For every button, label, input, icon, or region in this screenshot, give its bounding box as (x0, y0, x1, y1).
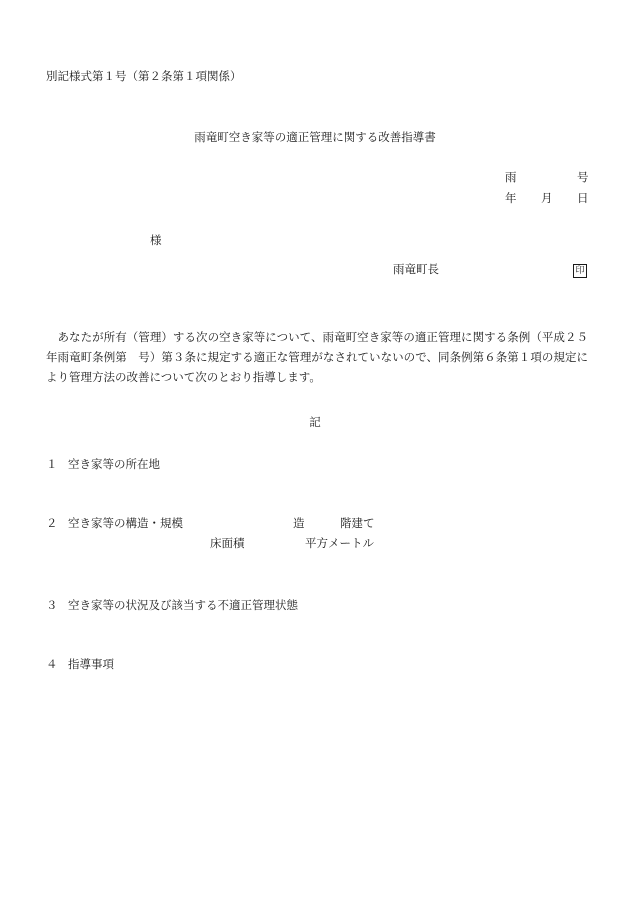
item-2-stories: 階建て (340, 516, 375, 530)
date-month: 月 (541, 191, 553, 205)
item-4 (46, 657, 114, 671)
doc-number-prefix: 雨 (505, 170, 517, 184)
issuer-seal (573, 262, 587, 278)
item-4-label: 指導事項 (68, 657, 114, 671)
item-2-structure: 造 (293, 516, 305, 530)
item-2-number: ２ (46, 516, 58, 530)
body-paragraph (46, 327, 588, 387)
form-reference: 別記様式第１号（第２条第１項関係） (46, 69, 242, 83)
item-4-number: ４ (46, 657, 58, 671)
item-2-floor-area-unit: 平方メートル (305, 536, 374, 550)
item-1-number: １ (46, 457, 58, 471)
item-2-label: 空き家等の構造・規模 (68, 516, 183, 530)
item-3-number: ３ (46, 598, 58, 612)
item-3-label: 空き家等の状況及び該当する不適正管理状態 (68, 598, 298, 612)
item-3 (46, 598, 298, 612)
item-1 (46, 457, 160, 471)
doc-number-suffix: 号 (577, 170, 589, 184)
document-title: 雨竜町空き家等の適正管理に関する改善指導書 (194, 130, 436, 144)
ki-heading: 記 (309, 415, 321, 429)
issuer-name: 雨竜町長 (393, 262, 439, 276)
date-year: 年 (505, 191, 517, 205)
addressee-suffix: 様 (150, 233, 162, 247)
seal-icon: 印 (573, 264, 587, 278)
item-2 (46, 516, 183, 530)
date-day: 日 (577, 191, 589, 205)
item-2-floor-area-label: 床面積 (210, 536, 245, 550)
item-1-label: 空き家等の所在地 (68, 457, 160, 471)
body-paragraph-text: あなたが所有（管理）する次の空き家等について、雨竜町空き家等の適正管理に関する条例（平成２５年雨竜町条例第 号）第３条に規定する適正な管理がなされていないので、同条例第６条第１項の規定により管理方法の改善について次のとおり指導します。 (46, 330, 588, 384)
